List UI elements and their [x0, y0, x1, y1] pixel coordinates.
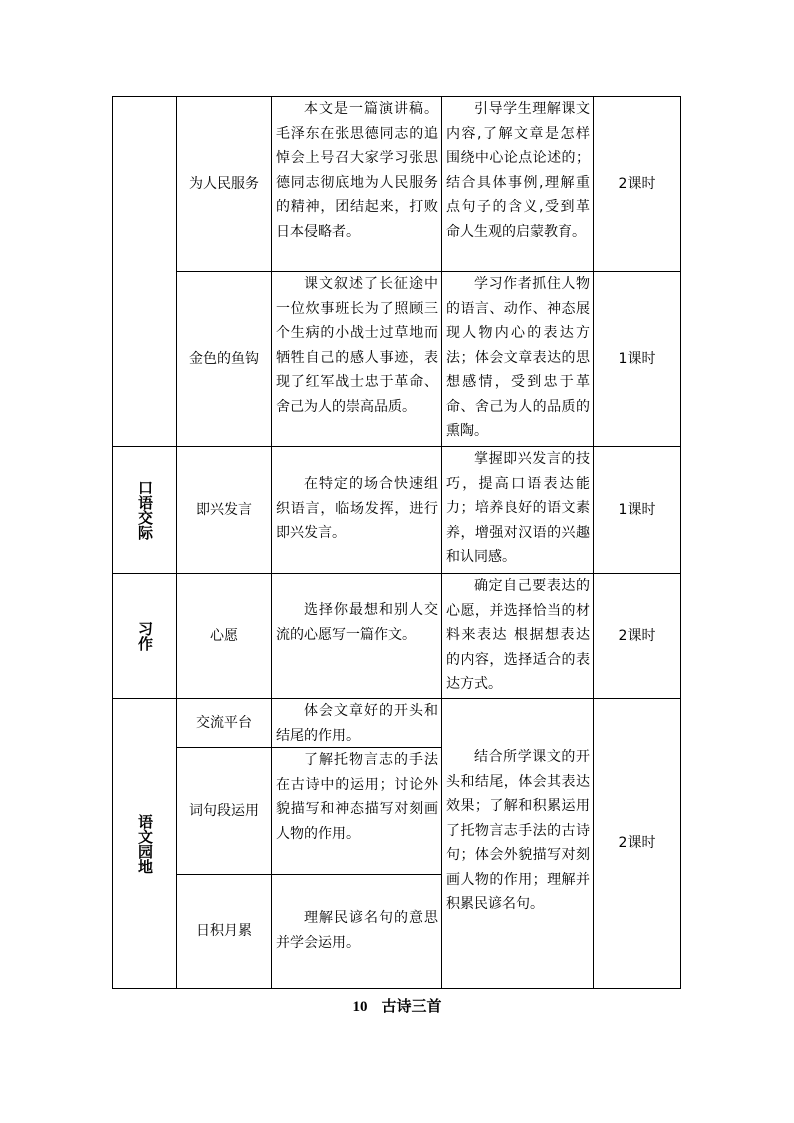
next-lesson-heading [0, 995, 794, 1016]
garden-item-name: 词句段运用 [189, 802, 259, 819]
lesson-goal-cell: 学习作者抓住人物的语言、动作、神态展现人物内心的表达方法；体会文章表达的思想感情，受到忠于革命、舍己为人的品质的熏陶。 [446, 276, 590, 439]
garden-item-name: 交流平台 [196, 714, 252, 731]
lesson-goal-cell: 引导学生理解课文内容,了解文章是怎样围绕中心论点论述的；结合具体事例,理解重点句子的含义,受到革命人生观的启蒙教育。 [446, 101, 590, 240]
garden-item-name-cell [177, 748, 271, 874]
lesson-goal-cell: 掌握即兴发言的技巧，提高口语表达能力；培养良好的语文素养，增强对汉语的兴趣和认同感。 [446, 451, 590, 565]
next-lesson-title: 古诗三首 [381, 997, 442, 1015]
lesson-hours: 1课时 [618, 350, 656, 367]
category-label: 习作 [136, 621, 154, 651]
lesson-content-cell: 选择你最想和别人交流的心愿写一篇作文。 [276, 602, 438, 643]
category-cell [113, 574, 176, 698]
lesson-hours: 2课时 [618, 627, 656, 644]
garden-item-name-cell [177, 875, 271, 988]
garden-hours-cell [594, 699, 680, 988]
garden-item-name: 日积月累 [196, 923, 252, 940]
lesson-hours: 1课时 [618, 501, 656, 518]
lesson-goal-cell: 确定自己要表达的心愿，并选择恰当的材料来表达 根据想表达的内容，选择适合的表达方式。 [446, 578, 590, 692]
lesson-hours-cell [594, 272, 680, 446]
lesson-hours-cell [594, 97, 680, 271]
garden-item-content-cell: 了解托物言志的手法在古诗中的运用；讨论外貌描写和神态描写对刻画人物的作用。 [276, 752, 438, 842]
lesson-hours: 2课时 [618, 175, 656, 192]
table-divider-col2 [271, 96, 272, 988]
garden-item-content-cell: 理解民谚名句的意思并学会运用。 [276, 910, 438, 951]
table-border-right [680, 96, 681, 988]
table-border-bottom [112, 988, 681, 989]
lesson-content-cell: 课文叙述了长征途中一位炊事班长为了照顾三个生病的小战士过草地而牺牲自己的感人事迹，表现了红军战士忠于革命、舍己为人的崇高品质。 [276, 276, 438, 415]
lesson-hours-cell [594, 574, 680, 698]
garden-item-name-cell [177, 699, 271, 747]
next-lesson-number: 10 [352, 999, 368, 1015]
lesson-hours-cell [594, 447, 680, 573]
lesson-name-cell [177, 574, 271, 698]
lesson-name: 为人民服务 [189, 175, 259, 192]
lesson-name-cell [177, 97, 271, 271]
category-label: 语文园地 [136, 813, 154, 874]
garden-item-content-cell: 体会文章好的开头和结尾的作用。 [276, 703, 438, 744]
lesson-name-cell [177, 447, 271, 573]
lesson-name: 心愿 [210, 627, 238, 644]
lesson-content-cell: 本文是一篇演讲稿。毛泽东在张思德同志的追悼会上号召大家学习张思德同志彻底地为人民服务的精神，团结起来，打败日本侵略者。 [276, 101, 438, 240]
lesson-name-cell [177, 272, 271, 446]
garden-goal-cell: 结合所学课文的开头和结尾，体会其表达效果；了解和积累运用了托物言志手法的古诗句；体会外貌描写对刻画人物的作用；理解并积累民谚名句。 [446, 749, 590, 912]
category-cell [113, 447, 176, 573]
category-label: 口语交际 [136, 480, 154, 540]
lesson-content-cell: 在特定的场合快速组织语言，临场发挥，进行即兴发言。 [276, 476, 438, 541]
lesson-name: 金色的鱼钩 [189, 350, 259, 367]
garden-hours: 2课时 [618, 835, 656, 852]
table-divider-col3 [441, 96, 442, 988]
category-cell [113, 699, 176, 988]
lesson-name: 即兴发言 [196, 501, 252, 518]
